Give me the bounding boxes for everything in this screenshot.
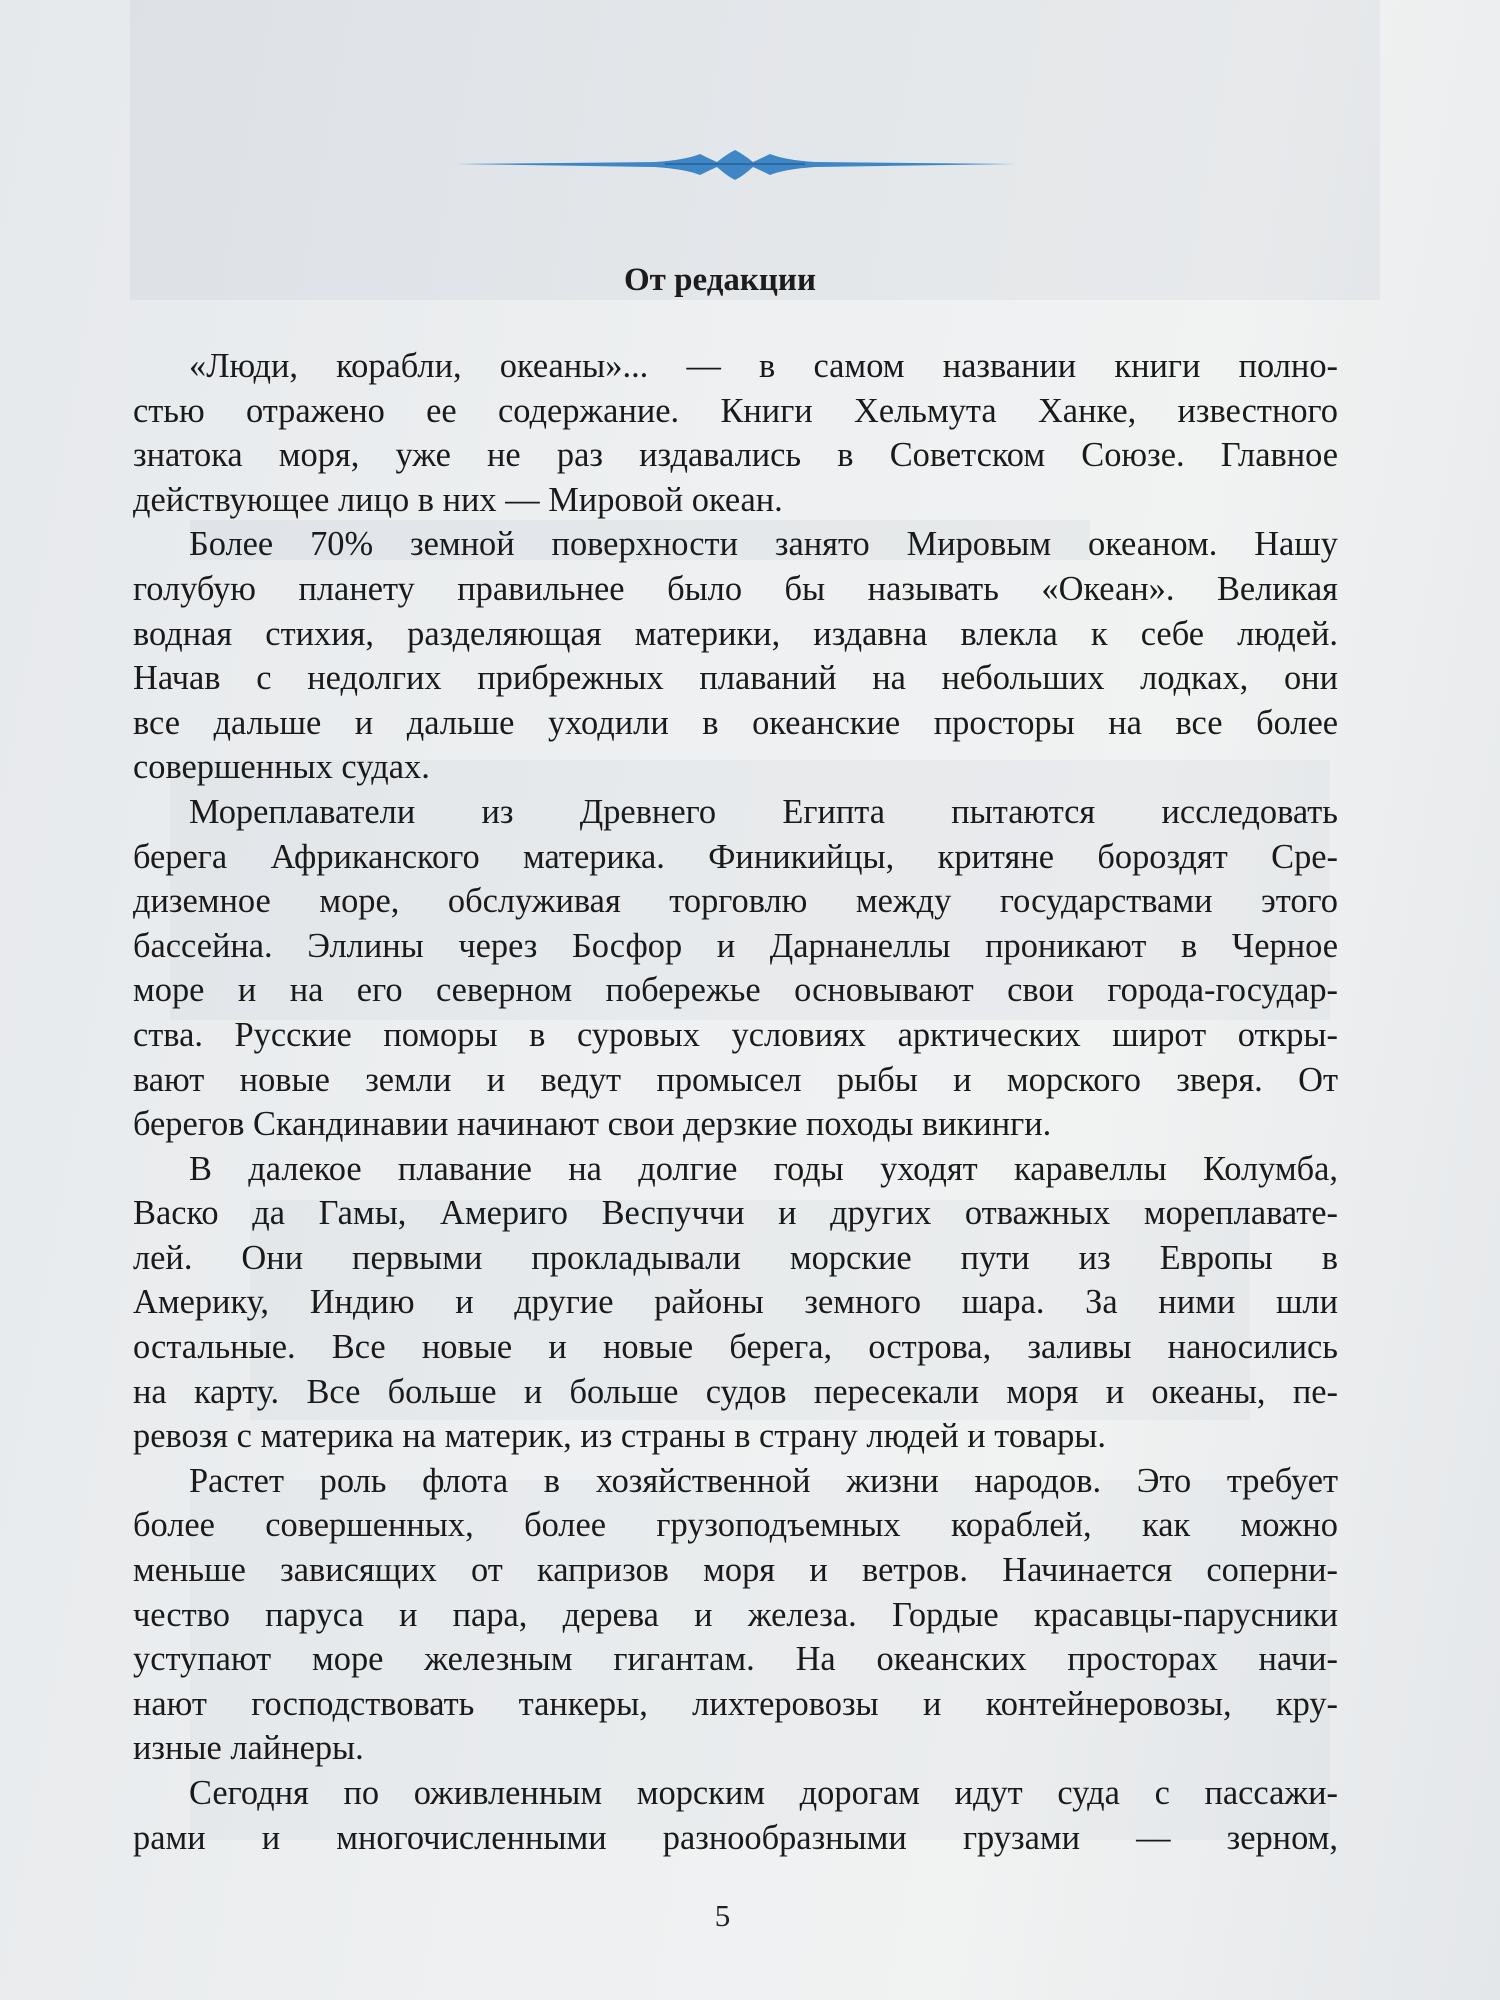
text-line: диземное море, обслуживая торговлю между государствами этого: [133, 882, 1338, 921]
paragraph-1: [133, 344, 1338, 522]
text-line: берега Африканского материка. Финикийцы, критяне бороздят Сре-: [133, 837, 1338, 876]
section-heading: От редакции: [624, 262, 816, 298]
text-line: на карту. Все больше и больше судов пересекали моря и океаны, пе-: [133, 1372, 1338, 1411]
text-line: ства. Русские поморы в суровых условиях арктических широт откры-: [133, 1015, 1338, 1054]
text-line: море и на его северном побережье основывают свои города-государ-: [133, 971, 1338, 1010]
text-line: Начав с недолгих прибрежных плаваний на небольших лодках, они: [133, 659, 1338, 698]
text-line: стью отражено ее содержание. Книги Хельмута Ханке, известного: [133, 391, 1338, 430]
ornament-rule: [455, 150, 1015, 180]
text-line: чество паруса и пара, дерева и железа. Гордые красавцы-парусники: [133, 1595, 1338, 1634]
text-line: Более 70% земной поверхности занято Мировым океаном. Нашу: [189, 525, 1338, 564]
paragraph-4: [133, 1147, 1338, 1459]
paragraph-2: [133, 522, 1338, 790]
text-line: более совершенных, более грузоподъемных кораблей, как можно: [133, 1506, 1338, 1545]
text-line: ревозя с материка на материк, из страны в страну людей и товары.: [133, 1417, 1106, 1456]
text-line: знатока моря, уже не раз издавались в Советском Союзе. Главное: [133, 436, 1338, 475]
text-line: голубую планету правильнее было бы называть «Океан». Великая: [133, 569, 1338, 608]
text-line: вают новые земли и ведут промысел рыбы и морского зверя. От: [133, 1060, 1338, 1099]
page-number: 5: [714, 1898, 731, 1933]
text-line: лей. Они первыми прокладывали морские пути из Европы в: [133, 1238, 1338, 1277]
text-line: В далекое плавание на долгие годы уходят каравеллы Колумба,: [189, 1149, 1338, 1188]
text-line: водная стихия, разделяющая материки, издавна влекла к себе людей.: [133, 614, 1338, 653]
text-line: совершенных судах.: [133, 748, 430, 787]
text-line: бассейна. Эллины через Босфор и Дарнанеллы проникают в Черное: [133, 926, 1338, 965]
text-line: Америку, Индию и другие районы земного шара. За ними шли: [133, 1283, 1338, 1322]
text-line: «Люди, корабли, океаны»... — в самом названии книги полно-: [189, 347, 1338, 385]
paragraph-6: [133, 1771, 1338, 1860]
text-line: остальные. Все новые и новые берега, острова, заливы наносились: [133, 1328, 1338, 1367]
text-line: Сегодня по оживленным морским дорогам идут суда с пассажи-: [189, 1774, 1338, 1812]
text-line: меньше зависящих от капризов моря и ветров. Начинается соперни-: [133, 1551, 1338, 1590]
text-line: Растет роль флота в хозяйственной жизни народов. Это требует: [189, 1461, 1338, 1500]
text-line: нают господствовать танкеры, лихтеровозы и контейнеровозы, кру-: [133, 1684, 1338, 1723]
text-line: Мореплаватели из Древнего Египта пытаются исследовать: [189, 792, 1338, 831]
body-text: [133, 344, 1338, 1860]
text-line: берегов Скандинавии начинают свои дерзкие походы викинги.: [133, 1105, 1052, 1144]
text-line: все дальше и дальше уходили в океанские просторы на все более: [133, 703, 1338, 742]
text-line: рами и многочисленными разнообразными грузами — зерном,: [133, 1818, 1338, 1857]
text-line: Васко да Гамы, Америго Веспуччи и других отважных мореплавате-: [133, 1194, 1338, 1233]
text-line: изные лайнеры.: [133, 1729, 364, 1768]
paragraph-5: [133, 1459, 1338, 1771]
text-line: уступают море железным гигантам. На океанских просторах начи-: [133, 1640, 1338, 1679]
text-line: действующее лицо в них — Мировой океан.: [133, 480, 783, 519]
paragraph-3: [133, 790, 1338, 1147]
